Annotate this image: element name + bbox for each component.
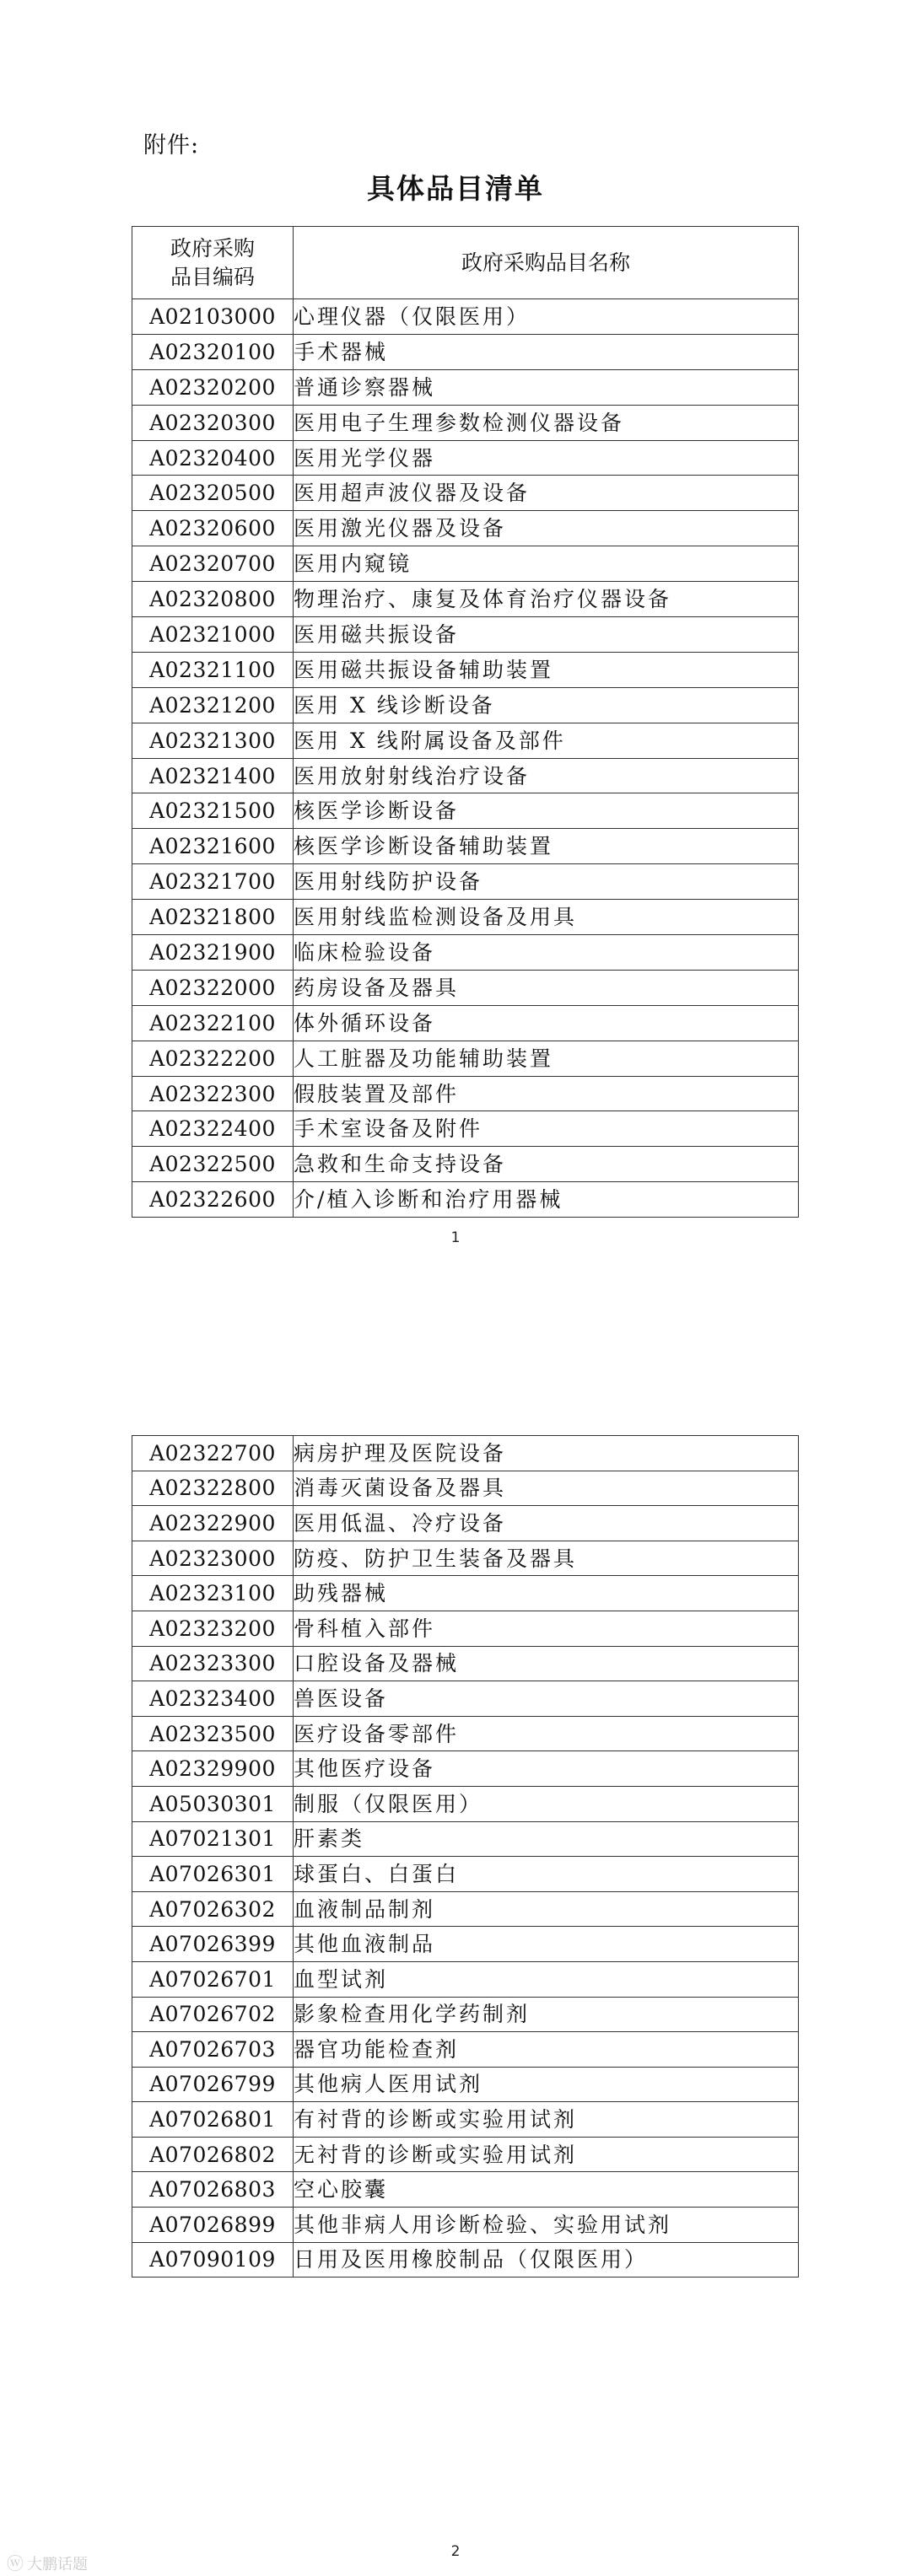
item-list-table-page-1 (132, 226, 799, 1218)
table-row (132, 1182, 799, 1218)
item-list-table-page-2 (132, 1435, 799, 2278)
item-name-cell: 其他血液制品 (294, 1927, 799, 1962)
table-row (132, 1041, 799, 1076)
item-name-cell: 无衬背的诊断或实验用试剂 (294, 2137, 799, 2172)
item-code-cell: A02321800 (132, 900, 294, 935)
table-row (132, 2137, 799, 2172)
item-code-cell: A02320100 (132, 334, 294, 369)
table-row (132, 1821, 799, 1857)
header-name: 政府采购品目名称 (294, 227, 799, 299)
table-row (132, 1471, 799, 1506)
item-name-cell: 体外循环设备 (294, 1005, 799, 1041)
table-row (132, 793, 799, 829)
item-code-cell: A07026301 (132, 1857, 294, 1892)
item-name-cell: 普通诊察器械 (294, 369, 799, 405)
item-code-cell: A02320200 (132, 369, 294, 405)
item-name-cell: 介/植入诊断和治疗用器械 (294, 1182, 799, 1218)
table-row (132, 1857, 799, 1892)
table-row (132, 1891, 799, 1927)
watermark (7, 2550, 88, 2574)
item-code-cell: A02322300 (132, 1076, 294, 1111)
item-name-cell: 核医学诊断设备辅助装置 (294, 829, 799, 864)
item-code-cell: A02321100 (132, 652, 294, 687)
item-name-cell: 医用超声波仪器及设备 (294, 476, 799, 511)
table-row (132, 1961, 799, 1997)
item-name-cell: 医疗设备零部件 (294, 1716, 799, 1751)
table-row (132, 1681, 799, 1717)
header-code-text: 政府采购 品目编码 (170, 235, 255, 289)
item-name-cell: 医用放射射线治疗设备 (294, 758, 799, 793)
item-name-cell: 医用光学仪器 (294, 440, 799, 476)
table-row (132, 1005, 799, 1041)
item-code-cell: A02322200 (132, 1041, 294, 1076)
table-row (132, 970, 799, 1005)
table-row (132, 1506, 799, 1541)
table-row (132, 369, 799, 405)
item-code-cell: A02320400 (132, 440, 294, 476)
item-code-cell: A07026802 (132, 2137, 294, 2172)
table-row (132, 1147, 799, 1182)
item-name-cell: 手术室设备及附件 (294, 1111, 799, 1147)
table-row (132, 2102, 799, 2138)
table-row (132, 2172, 799, 2208)
item-code-cell: A02103000 (132, 299, 294, 335)
table-row (132, 687, 799, 723)
item-name-cell: 医用磁共振设备 (294, 617, 799, 653)
item-name-cell: 球蛋白、白蛋白 (294, 1857, 799, 1892)
item-name-cell: 医用 X 线附属设备及部件 (294, 723, 799, 758)
item-name-cell: 器官功能检查剂 (294, 2032, 799, 2068)
table-row (132, 758, 799, 793)
item-code-cell: A02322400 (132, 1111, 294, 1147)
table-row (132, 935, 799, 971)
table-body-page-2 (132, 1436, 799, 2278)
item-name-cell: 心理仪器（仅限医用） (294, 299, 799, 335)
item-code-cell: A07090109 (132, 2242, 294, 2278)
table-row (132, 546, 799, 582)
table-row (132, 440, 799, 476)
item-name-cell: 肝素类 (294, 1821, 799, 1857)
table-row (132, 1751, 799, 1787)
item-code-cell: A02321700 (132, 864, 294, 900)
item-code-cell: A02323000 (132, 1541, 294, 1576)
item-name-cell: 医用内窥镜 (294, 546, 799, 582)
item-code-cell: A02320600 (132, 511, 294, 546)
item-code-cell: A07026302 (132, 1891, 294, 1927)
item-name-cell: 兽医设备 (294, 1681, 799, 1717)
table-row (132, 476, 799, 511)
item-name-cell: 医用电子生理参数检测仪器设备 (294, 405, 799, 440)
item-code-cell: A07026801 (132, 2102, 294, 2138)
item-code-cell: A07021301 (132, 1821, 294, 1857)
item-name-cell: 医用 X 线诊断设备 (294, 687, 799, 723)
item-code-cell: A02321200 (132, 687, 294, 723)
item-name-cell: 其他病人医用试剂 (294, 2067, 799, 2102)
item-code-cell: A02323500 (132, 1716, 294, 1751)
item-code-cell: A02322500 (132, 1147, 294, 1182)
table-row (132, 829, 799, 864)
item-name-cell: 医用射线监检测设备及用具 (294, 900, 799, 935)
item-name-cell: 其他非病人用诊断检验、实验用试剂 (294, 2208, 799, 2243)
table-row (132, 1111, 799, 1147)
item-name-cell: 物理治疗、康复及体育治疗仪器设备 (294, 582, 799, 617)
item-code-cell: A05030301 (132, 1786, 294, 1821)
item-name-cell: 医用射线防护设备 (294, 864, 799, 900)
item-name-cell: 医用激光仪器及设备 (294, 511, 799, 546)
attachment-label: 附件: (143, 132, 200, 159)
item-name-cell: 空心胶囊 (294, 2172, 799, 2208)
item-name-cell: 人工脏器及功能辅助装置 (294, 1041, 799, 1076)
table-row (132, 1927, 799, 1962)
table-row (132, 2242, 799, 2278)
item-code-cell: A07026899 (132, 2208, 294, 2243)
table-row (132, 1997, 799, 2032)
item-name-cell: 日用及医用橡胶制品（仅限医用） (294, 2242, 799, 2278)
table-row (132, 864, 799, 900)
item-code-cell: A02320800 (132, 582, 294, 617)
item-code-cell: A07026702 (132, 1997, 294, 2032)
item-name-cell: 骨科植入部件 (294, 1611, 799, 1646)
table-row (132, 617, 799, 653)
table-row (132, 1541, 799, 1576)
table-row (132, 652, 799, 687)
item-code-cell: A02322800 (132, 1471, 294, 1506)
item-name-cell: 口腔设备及器械 (294, 1646, 799, 1681)
header-code (132, 227, 294, 299)
item-name-cell: 防疫、防护卫生装备及器具 (294, 1541, 799, 1576)
table-header-row (132, 227, 799, 299)
item-name-cell: 助残器械 (294, 1576, 799, 1611)
table-row (132, 405, 799, 440)
item-code-cell: A02321900 (132, 935, 294, 971)
item-code-cell: A07026803 (132, 2172, 294, 2208)
item-name-cell: 病房护理及医院设备 (294, 1436, 799, 1471)
item-code-cell: A02322700 (132, 1436, 294, 1471)
table-row (132, 511, 799, 546)
item-code-cell: A07026701 (132, 1961, 294, 1997)
item-code-cell: A02323300 (132, 1646, 294, 1681)
item-code-cell: A02322900 (132, 1506, 294, 1541)
table-row (132, 2208, 799, 2243)
table-body-page-1 (132, 299, 799, 1218)
table-row (132, 582, 799, 617)
table-row (132, 1611, 799, 1646)
table-row (132, 299, 799, 335)
item-code-cell: A02322000 (132, 970, 294, 1005)
item-code-cell: A02323400 (132, 1681, 294, 1717)
table-row (132, 1076, 799, 1111)
item-code-cell: A07026703 (132, 2032, 294, 2068)
item-name-cell: 医用磁共振设备辅助装置 (294, 652, 799, 687)
item-code-cell: A02321300 (132, 723, 294, 758)
table-row (132, 334, 799, 369)
item-code-cell: A02321400 (132, 758, 294, 793)
item-code-cell: A02320700 (132, 546, 294, 582)
item-code-cell: A02320500 (132, 476, 294, 511)
item-name-cell: 手术器械 (294, 334, 799, 369)
item-code-cell: A07026399 (132, 1927, 294, 1962)
weibo-icon: ⓦ (7, 2553, 24, 2573)
item-name-cell: 药房设备及器具 (294, 970, 799, 1005)
item-code-cell: A02323200 (132, 1611, 294, 1646)
item-code-cell: A02321000 (132, 617, 294, 653)
table-row (132, 1716, 799, 1751)
table-row (132, 2032, 799, 2068)
item-code-cell: A02322100 (132, 1005, 294, 1041)
item-name-cell: 临床检验设备 (294, 935, 799, 971)
watermark-text: 大鹏话题 (27, 2556, 88, 2573)
item-name-cell: 急救和生命支持设备 (294, 1147, 799, 1182)
table-row (132, 2067, 799, 2102)
table-row (132, 723, 799, 758)
table-row (132, 900, 799, 935)
item-code-cell: A02322600 (132, 1182, 294, 1218)
item-name-cell: 血型试剂 (294, 1961, 799, 1997)
table-row (132, 1436, 799, 1471)
item-name-cell: 血液制品制剂 (294, 1891, 799, 1927)
item-code-cell: A02320300 (132, 405, 294, 440)
table-row (132, 1646, 799, 1681)
item-name-cell: 核医学诊断设备 (294, 793, 799, 829)
item-code-cell: A02323100 (132, 1576, 294, 1611)
item-name-cell: 影象检查用化学药制剂 (294, 1997, 799, 2032)
page-number-1: 1 (450, 1229, 461, 1246)
item-code-cell: A02329900 (132, 1751, 294, 1787)
item-name-cell: 消毒灭菌设备及器具 (294, 1471, 799, 1506)
item-code-cell: A02321600 (132, 829, 294, 864)
item-name-cell: 制服（仅限医用） (294, 1786, 799, 1821)
item-name-cell: 医用低温、冷疗设备 (294, 1506, 799, 1541)
table-row (132, 1576, 799, 1611)
item-code-cell: A07026799 (132, 2067, 294, 2102)
page-number-2: 2 (450, 2543, 461, 2560)
document-title: 具体品目清单 (367, 172, 544, 205)
item-name-cell: 其他医疗设备 (294, 1751, 799, 1787)
item-name-cell: 有衬背的诊断或实验用试剂 (294, 2102, 799, 2138)
table-row (132, 1786, 799, 1821)
item-code-cell: A02321500 (132, 793, 294, 829)
item-name-cell: 假肢装置及部件 (294, 1076, 799, 1111)
